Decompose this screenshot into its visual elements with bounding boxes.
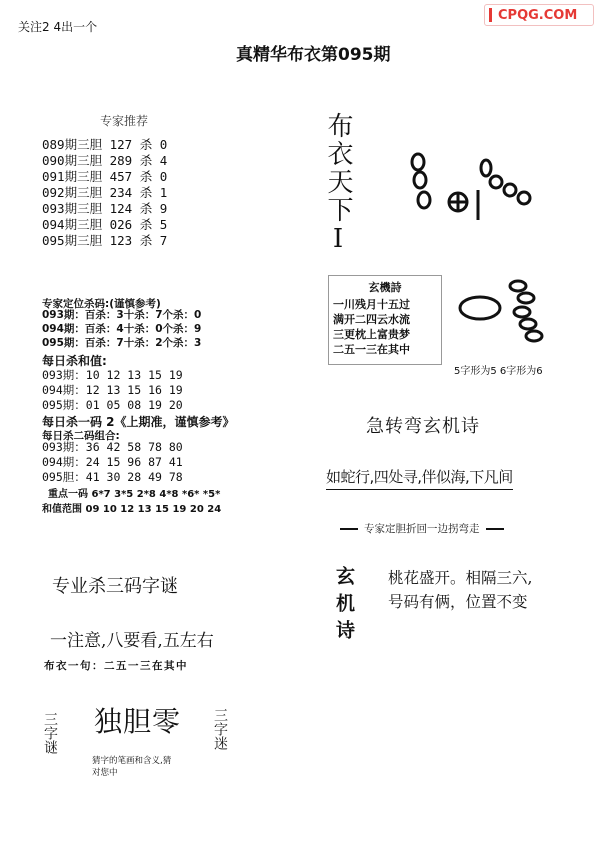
expert-bar xyxy=(340,521,546,536)
divider xyxy=(486,528,504,530)
three-word-hint-2: 对您中 xyxy=(92,768,118,778)
two-code-list xyxy=(42,440,183,485)
watermark-text: CPQG.COM xyxy=(498,7,578,23)
expert-row: 093期三胆 124 杀 9 xyxy=(42,201,168,216)
number-doodle-icon xyxy=(398,150,548,230)
sum-kill-heading: 每日杀和值: xyxy=(42,354,107,368)
sum-kill-row: 094期：12 13 15 16 19 xyxy=(42,383,183,397)
xuanji-line-2: 号码有俩，位置不变 xyxy=(388,593,528,611)
three-word-right: 三字迷 xyxy=(212,708,228,750)
expert-bar-text: 专家定胆折回一边拐弯走 xyxy=(364,523,480,535)
expert-row: 089期三胆 127 杀 0 xyxy=(42,137,168,152)
position-row: 095期：百杀：7十杀：2个杀：3 xyxy=(42,337,202,349)
three-word-center: 独胆零 xyxy=(94,705,182,738)
three-word-hint-1: 猜字的笔画和含义,猜 xyxy=(92,756,172,766)
two-code-heading: 每日杀二码组合: xyxy=(42,430,120,442)
expert-heading: 专家推荐 xyxy=(100,114,149,128)
position-heading: 专家定位杀码:(谨慎参考) xyxy=(42,298,161,310)
turn-poem-subtitle: 如蛇行,四处寻,伴似海,下凡间 xyxy=(326,466,513,490)
position-row: 094期：百杀：4十杀：0个杀：9 xyxy=(42,323,202,335)
riddle-title: 专业杀三码字谜 xyxy=(52,576,178,597)
expert-row: 091期三胆 457 杀 0 xyxy=(42,169,168,184)
sum-range-line: 和值范围 09 10 12 13 15 19 20 24 xyxy=(42,504,222,515)
watermark-bar-icon xyxy=(489,8,492,22)
position-list xyxy=(42,308,201,350)
poem-line: 一川残月十五过 xyxy=(333,298,410,311)
expert-row: 092期三胆 234 杀 1 xyxy=(42,185,168,200)
poem-line: 二五一三在其中 xyxy=(333,343,410,356)
turn-poem-title: 急转弯玄机诗 xyxy=(366,416,480,437)
poem-box xyxy=(328,275,442,365)
poem-box-heading: 玄機詩 xyxy=(368,281,402,294)
riddle-note: 布衣一句：二五一三在其中 xyxy=(44,660,188,672)
divider xyxy=(340,528,358,530)
xuanji-line-1: 桃花盛开。相隔三六, xyxy=(388,569,533,587)
buyi-vertical-title: 布衣天下I xyxy=(323,112,353,256)
sum-kill-row: 095期：01 05 08 19 20 xyxy=(42,398,183,412)
position-row: 093期：百杀：3十杀：7个杀：0 xyxy=(42,309,202,321)
page-title: 真精华布衣第095期 xyxy=(236,45,391,65)
key-code-line: 重点一码 6*7 3*5 2*8 4*8 *6* *5* xyxy=(48,489,221,500)
two-code-row: 094期：24 15 96 87 41 xyxy=(42,455,183,469)
expert-list xyxy=(42,137,167,249)
sum-kill-list xyxy=(42,368,183,413)
two-code-row: 093期：36 42 58 78 80 xyxy=(42,440,183,454)
fish-doodle-icon xyxy=(452,278,552,348)
xuanji-vertical-title: 玄机诗 xyxy=(333,566,355,647)
poem-line: 满开二四云水流 xyxy=(333,313,410,326)
poem-line: 三更枕上富贵梦 xyxy=(333,328,410,341)
expert-row: 094期三胆 026 杀 5 xyxy=(42,217,168,232)
daily-one-heading: 每日杀一码 2《上期准，谨慎参考》 xyxy=(42,415,235,429)
expert-row: 095期三胆 123 杀 7 xyxy=(42,233,168,248)
watermark-badge xyxy=(484,4,594,26)
two-code-row: 095胆：41 30 28 49 78 xyxy=(42,470,183,484)
top-left-note: 关注2 4出一个 xyxy=(18,20,98,34)
expert-row: 090期三胆 289 杀 4 xyxy=(42,153,168,168)
sum-kill-row: 093期：10 12 13 15 19 xyxy=(42,368,183,382)
riddle-slogan: 一注意,八要看,五左右 xyxy=(50,631,214,651)
three-word-left: 三字谜 xyxy=(42,712,58,754)
poem-caption: 5字形为5 6字形为6 xyxy=(454,366,543,377)
